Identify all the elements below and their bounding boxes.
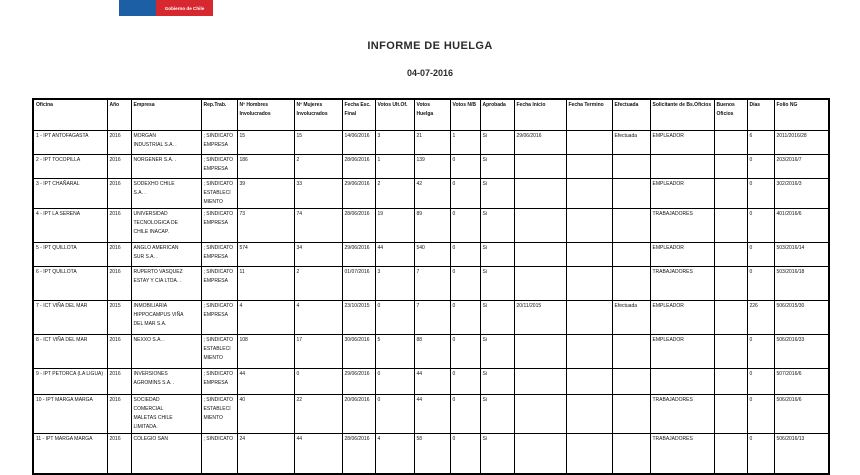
table-cell: EMPLEADOR (650, 301, 714, 335)
table-cell: 4 (237, 301, 294, 335)
table-cell: 139 (414, 155, 450, 179)
table-cell: INVERSIONES AGROMINS S.A. . (131, 369, 201, 395)
table-cell: INMOBILIARIA HIPPOCAMPUS VIÑA DEL MAR S.A. (131, 301, 201, 335)
table-cell: 44 (294, 434, 342, 474)
table-cell: 0 (747, 395, 774, 434)
table-cell (714, 179, 747, 209)
table-cell: 23/10/2015 (342, 301, 375, 335)
table-row (33, 301, 829, 335)
table-cell: 88 (414, 335, 450, 369)
table-header (33, 99, 829, 131)
table-cell: 3 (375, 267, 414, 301)
table-cell: 226 (747, 301, 774, 335)
table-cell: 503/2016/18 (774, 267, 829, 301)
table-cell: Si (480, 131, 514, 155)
table-cell: 302/2016/3 (774, 179, 829, 209)
table-cell: 1 (375, 155, 414, 179)
column-header: Votos Ult.Of. (375, 99, 414, 131)
table-row (33, 369, 829, 395)
table-cell: 2 (294, 267, 342, 301)
table-cell (714, 301, 747, 335)
table-cell (514, 155, 566, 179)
table-cell (514, 179, 566, 209)
table-cell: EMPLEADOR (650, 179, 714, 209)
column-header: Efectuada (612, 99, 650, 131)
table-cell: 33 (294, 179, 342, 209)
table-cell: UNIVERSIDAD TECNOLOGICA DE CHILE INACAP. (131, 209, 201, 243)
table-cell (566, 267, 612, 301)
column-header: Nº Mujeres Involucrados (294, 99, 342, 131)
table-cell: 401/2016/6 (774, 209, 829, 243)
table-cell (612, 243, 650, 267)
table-cell: 11 (237, 267, 294, 301)
table-cell (650, 155, 714, 179)
column-header: Oficina (33, 99, 107, 131)
table-cell (714, 243, 747, 267)
table-cell: 20/11/2015 (514, 301, 566, 335)
table-cell (514, 395, 566, 434)
table-cell: 6 - IPT QUILLOTA (33, 267, 107, 301)
column-header: Fecha Inicio (514, 99, 566, 131)
table-cell: 34 (294, 243, 342, 267)
column-header: Aprobada (480, 99, 514, 131)
table-cell (566, 335, 612, 369)
table-cell: 2011/2016/28 (774, 131, 829, 155)
column-header: Fecha Esc. Final (342, 99, 375, 131)
header-row (33, 99, 829, 131)
table-cell: 2 (375, 179, 414, 209)
table-body (33, 131, 829, 474)
table-cell (714, 267, 747, 301)
table-cell: 44 (414, 395, 450, 434)
table-cell: 0 (450, 434, 480, 474)
table-cell: 5 (375, 335, 414, 369)
table-cell: 14/06/2016 (342, 131, 375, 155)
table-cell: 40 (237, 395, 294, 434)
table-cell (566, 301, 612, 335)
table-cell (514, 335, 566, 369)
table-cell: SODEXHO CHILE S.A. . (131, 179, 201, 209)
table-cell: ; SINDICATO ESTABLECIMIENTO (201, 179, 237, 209)
column-header: Nº Hombres Involucrados (237, 99, 294, 131)
table-cell: 24 (237, 434, 294, 474)
table-row (33, 209, 829, 243)
table-cell: 10 - IPT MARGA MARGA (33, 395, 107, 434)
table-cell: 0 (747, 243, 774, 267)
table-cell: 29/06/2016 (342, 369, 375, 395)
table-cell: Si (480, 335, 514, 369)
logo-blue-block (119, 0, 156, 16)
table-cell: 0 (450, 395, 480, 434)
table-cell: ; SINDICATO ESTABLECIMIENTO (201, 335, 237, 369)
table-cell: 17 (294, 335, 342, 369)
table-cell (714, 209, 747, 243)
table-cell (612, 267, 650, 301)
table-cell: 28/06/2016 (342, 155, 375, 179)
table-cell: Si (480, 369, 514, 395)
table-cell: 0 (450, 209, 480, 243)
table-cell (612, 179, 650, 209)
table-cell (514, 209, 566, 243)
table-cell: Si (480, 155, 514, 179)
table-cell: 11 - IPT MARGA MARGA (33, 434, 107, 474)
table-cell: 29/06/2016 (514, 131, 566, 155)
table-cell: Si (480, 434, 514, 474)
page-title: INFORME DE HUELGA (367, 40, 493, 52)
table-cell: 2016 (107, 434, 131, 474)
table-cell: 2 (294, 155, 342, 179)
table-cell: 7 (414, 301, 450, 335)
table-cell: 0 (450, 301, 480, 335)
table-cell (566, 209, 612, 243)
table-cell: 3 - IPT CHAÑARAL (33, 179, 107, 209)
table-row (33, 395, 829, 434)
table-cell: 15 (294, 131, 342, 155)
table-cell: 0 (294, 369, 342, 395)
column-header: Folio NG (774, 99, 829, 131)
table-cell: 0 (375, 369, 414, 395)
column-header: Votos N/B (450, 99, 480, 131)
table-cell: 0 (747, 369, 774, 395)
table-cell (566, 243, 612, 267)
table-cell (514, 369, 566, 395)
table-cell: 4 - IPT LA SERENA (33, 209, 107, 243)
table-cell: 4 (375, 434, 414, 474)
table-cell: 2015 (107, 301, 131, 335)
table-cell: 4 (294, 301, 342, 335)
table-cell: 2 - IPT TOCOPILLA (33, 155, 107, 179)
table-cell: 44 (414, 369, 450, 395)
table-cell: Si (480, 395, 514, 434)
table-cell (612, 369, 650, 395)
table-cell: 22 (294, 395, 342, 434)
table-cell (612, 155, 650, 179)
table-cell: 0 (375, 301, 414, 335)
table-cell: COLEGIO SAN (131, 434, 201, 474)
table-cell: 108 (237, 335, 294, 369)
table-cell (714, 131, 747, 155)
table-cell: 15 (237, 131, 294, 155)
table-cell: 503/2016/14 (774, 243, 829, 267)
table-cell: 0 (450, 243, 480, 267)
table-cell (714, 155, 747, 179)
table-cell: 28/06/2016 (342, 434, 375, 474)
table-cell: 2016 (107, 243, 131, 267)
table-cell: 6 (747, 131, 774, 155)
table-cell: 2016 (107, 179, 131, 209)
table-cell (566, 155, 612, 179)
table-cell (612, 209, 650, 243)
table-cell (714, 335, 747, 369)
table-cell: 0 (747, 155, 774, 179)
table-cell: 506/2016/33 (774, 335, 829, 369)
table-cell: ; SINDICATO EMPRESA (201, 131, 237, 155)
table-cell: ; SINDICATO ESTABLECIMIENTO (201, 395, 237, 434)
table-cell: RUPERTO VASQUEZ ESTAY Y CIA LTDA. . (131, 267, 201, 301)
table-cell: 1 (450, 131, 480, 155)
table-cell: 28/06/2016 (342, 209, 375, 243)
table-cell: TRABAJADORES (650, 209, 714, 243)
table-cell: 0 (450, 267, 480, 301)
table-cell: EMPLEADOR (650, 335, 714, 369)
table-cell (514, 434, 566, 474)
table-cell: ANGLO AMERICAN SUR S.A. . (131, 243, 201, 267)
table-cell: TRABAJADORES (650, 267, 714, 301)
table-cell (650, 369, 714, 395)
table-cell: 203/2016/7 (774, 155, 829, 179)
table-cell: 186 (237, 155, 294, 179)
table-cell: 0 (747, 179, 774, 209)
table-cell: NORGENER S.A. . (131, 155, 201, 179)
table-cell: ; SINDICATO (201, 434, 237, 474)
table-cell: ; SINDICATO EMPRESA (201, 267, 237, 301)
table-row (33, 243, 829, 267)
table-cell: MORGAN INDUSTRIAL S.A. . (131, 131, 201, 155)
table-cell: Si (480, 209, 514, 243)
table-cell: 5 - IPT QUILLOTA (33, 243, 107, 267)
table-cell (566, 179, 612, 209)
table-cell: TRABAJADORES (650, 434, 714, 474)
table-cell: ; SINDICATO EMPRESA (201, 155, 237, 179)
table-cell: Si (480, 179, 514, 209)
table-cell: 2016 (107, 209, 131, 243)
table-cell: Si (480, 301, 514, 335)
table-cell: 2016 (107, 395, 131, 434)
logo-red-block (156, 0, 213, 16)
column-header: Empresa (131, 99, 201, 131)
table-cell: 20/06/2016 (342, 395, 375, 434)
table-cell: 29/06/2016 (342, 179, 375, 209)
table-cell: 2016 (107, 267, 131, 301)
table-cell: 0 (747, 209, 774, 243)
table-cell: Efectuada (612, 131, 650, 155)
column-header: Votos Huelga (414, 99, 450, 131)
table-cell (566, 369, 612, 395)
table-cell (612, 395, 650, 434)
table-row (33, 335, 829, 369)
table-cell: TRABAJADORES (650, 395, 714, 434)
table-cell: ; SINDICATO EMPRESA (201, 243, 237, 267)
column-header: Días (747, 99, 774, 131)
table-cell: 2016 (107, 335, 131, 369)
table-cell: 0 (747, 434, 774, 474)
column-header: Buenos Oficios (714, 99, 747, 131)
table-cell: 2016 (107, 155, 131, 179)
table-cell: 73 (237, 209, 294, 243)
logo-text: Gobierno de Chile (164, 5, 205, 11)
table-cell: ; SINDICATO EMPRESA (201, 301, 237, 335)
table-cell (714, 369, 747, 395)
table-cell: 7 - ICT VIÑA DEL MAR (33, 301, 107, 335)
table-cell: 74 (294, 209, 342, 243)
table-row (33, 267, 829, 301)
table-cell: ; SINDICATO EMPRESA (201, 209, 237, 243)
table-cell: EMPLEADOR (650, 243, 714, 267)
table-cell: 0 (450, 179, 480, 209)
table-cell: EMPLEADOR (650, 131, 714, 155)
table-cell: 30/06/2016 (342, 335, 375, 369)
column-header: Año (107, 99, 131, 131)
table-cell: 29/06/2016 (342, 243, 375, 267)
table-cell: 574 (237, 243, 294, 267)
table-cell: 44 (375, 243, 414, 267)
table-cell: 507/2016/6 (774, 369, 829, 395)
table-cell: Efectuada (612, 301, 650, 335)
table-cell: 8 - ICT VIÑA DEL MAR (33, 335, 107, 369)
table-cell: NEXXO S.A. . (131, 335, 201, 369)
column-header: Solicitante de Bs.Oficios (650, 99, 714, 131)
table-cell: 42 (414, 179, 450, 209)
table-cell: 39 (237, 179, 294, 209)
table-cell: 21 (414, 131, 450, 155)
table-cell (714, 395, 747, 434)
table-row (33, 155, 829, 179)
table-cell: Si (480, 243, 514, 267)
table-cell: 58 (414, 434, 450, 474)
table-cell: 0 (450, 335, 480, 369)
table-cell (514, 243, 566, 267)
table-cell: 540 (414, 243, 450, 267)
table-cell: 2016 (107, 369, 131, 395)
table-cell: 0 (747, 335, 774, 369)
table-cell: 7 (414, 267, 450, 301)
table-cell: 44 (237, 369, 294, 395)
table-cell: 506/2016/13 (774, 434, 829, 474)
table-row (33, 131, 829, 155)
report-date: 04-07-2016 (406, 68, 454, 78)
table-cell: 0 (375, 395, 414, 434)
table-cell (514, 267, 566, 301)
table-cell: ; SINDICATO EMPRESA (201, 369, 237, 395)
table-cell: 19 (375, 209, 414, 243)
table-cell (714, 434, 747, 474)
table-cell: 0 (450, 155, 480, 179)
table-cell: SOCIEDAD COMERCIAL MALETAS CHILE LIMITADA. (131, 395, 201, 434)
table-cell: 3 (375, 131, 414, 155)
table-cell (612, 434, 650, 474)
table-cell: 9 - IPT PETORCA (LA LIGUA) (33, 369, 107, 395)
table-cell (566, 131, 612, 155)
gobierno-de-chile-logo (119, 0, 213, 16)
table-cell: 2016 (107, 131, 131, 155)
table-cell: 1 - IPT ANTOFAGASTA (33, 131, 107, 155)
table-cell (566, 434, 612, 474)
table-cell: Si (480, 267, 514, 301)
table-cell (566, 395, 612, 434)
column-header: Rep.Trab. (201, 99, 237, 131)
table-cell: 0 (450, 369, 480, 395)
huelga-table (32, 98, 830, 475)
table-cell: 01/07/2016 (342, 267, 375, 301)
table-row (33, 179, 829, 209)
table-cell (612, 335, 650, 369)
table-cell: 89 (414, 209, 450, 243)
table-cell: 0 (747, 267, 774, 301)
table-cell: 506/2016/6 (774, 395, 829, 434)
column-header: Fecha Termino (566, 99, 612, 131)
table-cell: 506/2015/30 (774, 301, 829, 335)
table-row (33, 434, 829, 474)
